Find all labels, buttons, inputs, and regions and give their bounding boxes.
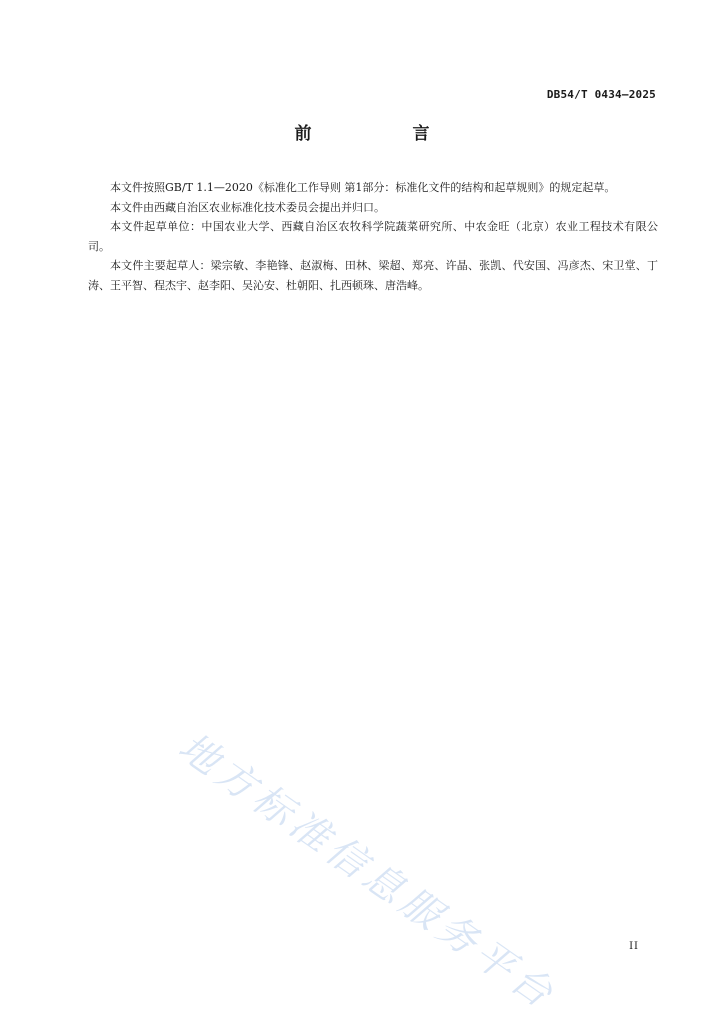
paragraph-drafters: 本文件主要起草人：梁宗敏、李艳锋、赵淑梅、田林、梁超、郑亮、许晶、张凯、代安国、冯彦杰、宋卫堂、丁涛、王平智、程杰宇、赵李阳、吴沁安、杜朝阳、扎西顿珠、唐浩峰。: [88, 259, 658, 292]
watermark: 地方标准信息服务平台: [170, 724, 565, 1020]
standard-code: DB54/T 0434—2025: [546, 88, 656, 101]
paragraph-proposer: 本文件由西藏自治区农业标准化技术委员会提出并归口。: [110, 200, 385, 214]
paragraph-drafting-rules: 本文件按照GB/T 1.1—2020《标准化工作导则 第1部分：标准化文件的结构和起草规则》的规定起草。: [110, 181, 616, 194]
page-title: 前 言: [294, 124, 472, 144]
foreword-body: [88, 178, 658, 295]
paragraph-drafting-units: 本文件起草单位：中国农业大学、西藏自治区农牧科学院蔬菜研究所、中农金旺（北京）农业工程技术有限公司。: [88, 220, 658, 253]
page-number: II: [629, 941, 639, 952]
